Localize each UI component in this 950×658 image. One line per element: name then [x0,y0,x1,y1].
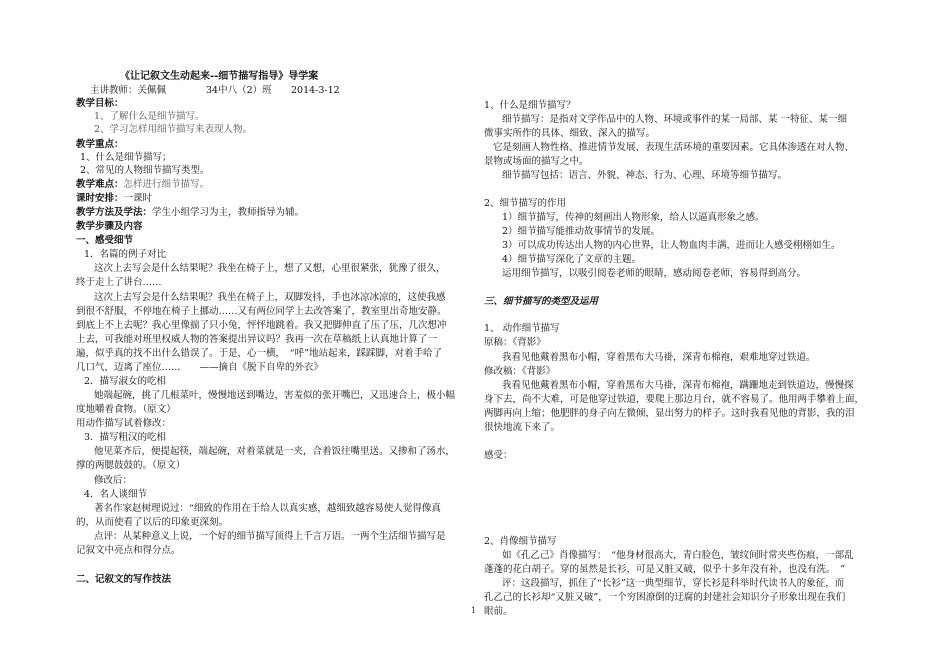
section-1-heading: 一、感受细节 [76,235,134,246]
use-1: 1）细节描写，传神的刻画出人物形象，给人以逼真形象之感。 [502,212,765,223]
t1-revised-label: 修改稿：《背影》 [484,366,556,377]
t2-line-e: 眼前。 [484,606,513,617]
p3-line-a: 她端起碗，挑了几根菜叶，慢慢地送到嘴边，害羞似的张开嘴巴，又迅速合上，极小幅 [94,390,456,401]
goal-1: 1、了解什么是细节描写。 [94,111,205,122]
p4-line-c: 修改后： [94,475,133,486]
page-number: 1 [471,606,477,615]
r1-line-a: 细节描写：是指对文学作品中的人物、环境或事件的某一局部、某 一特征、某一细 [502,114,848,125]
r1-line-d: 景物或场面的描写之中。 [484,156,589,167]
type-1: 1、 动作细节描写 [484,323,560,334]
question-1: 1、什么是细节描写？ [484,100,576,111]
p3-line-b: 度地嚼着食物。（原文） [76,404,176,415]
time-line [76,193,152,205]
t2-line-b: 蓬蓬的花白胡子。穿的虽然是长衫，可是又脏又破，似乎十多年没有补，也没有洗。 ” [484,564,846,575]
r1-line-c: 它是刻画人物性格、推进情节发展、表现生活环境的重要因素。它具体渗透在对人物、 [493,142,855,153]
time-value: 一课时 [123,193,153,204]
p2-line-c: 到底上不上去呢？我心里像揣了只小兔，怦怦地跳着。我又把脚伸直了压了压，几次想冲 [76,320,447,331]
t1-original-text: 我看见他戴着黑布小帽，穿着黑布大马褂，深青布棉袍，艰难地穿过铁道。 [502,352,816,363]
s1-item-3: 3．描写粗汉的吃相 [84,432,167,443]
key-heading: 教学重点： [76,139,124,150]
p5-line-d: 记叙文中亮点和得分点。 [76,545,181,556]
p5-line-b: 的，从而使看了以后的印象更深刻。 [76,517,229,528]
method-heading: 教学方法及学法： [76,207,153,218]
t1-feeling: 感受： [484,450,513,461]
p2-line-b: 到很不舒服，不停地在椅子上挪动……又有两位同学上去改答案了，教室里出奇地安静。 [76,306,447,317]
difficulty-heading: 教学难点： [76,179,124,190]
p2-line-f: 几口气，迈离了座位…… ——摘自《脱下自卑的外衣》 [76,362,324,373]
section-3-heading: 三、细节描写的类型及运用 [484,296,599,307]
date: 2014-3-12 [291,85,340,96]
t1-revised-c: 两脚再向上缩；他肥胖的身子向左微倾，显出努力的样子。这时我看见他的背影，我的泪 [484,408,855,419]
p3-line-c: 用动作描写试着修改： [76,418,172,429]
p5-line-c: 点评：从某种意义上说，一个好的细节描写顶得上千言万语。一两个生活细节描写是 [94,531,446,542]
section-2-heading: 二、记叙文的写作技法 [76,574,172,585]
use-2: 2）细节描写能推动故事情节的发展。 [502,226,661,237]
r1-line-b: 微事实所作的具体、细致、深入的描写。 [484,128,656,139]
p4-line-b: 撑的两腮鼓鼓的。（原文） [76,460,186,471]
t1-revised-a: 我看见他戴着黑布小帽，穿着黑布大马褂，深青布棉袍，蹒跚地走到铁道边，慢慢探 [502,380,854,391]
method-line [76,207,304,219]
p1-line-b: 终于走上了讲台…… [76,277,162,288]
t1-revised-d: 很快地流下来了。 [484,422,561,433]
t2-line-a: 如《孔乙己》肖像描写： “他身材很高大，青白脸色，皱纹间时常夹些伤痕，一部乱 [502,550,854,561]
t1-original-label: 原稿：《背影》 [484,337,546,348]
p5-line-a: 著名作家赵树理说过：“细致的作用在于给人以真实感，越细致越容易使人觉得像真 [94,503,441,514]
goals-heading: 教学目标： [76,98,124,109]
p2-line-a: 这次上去写会是什么结果呢？我坐在椅子上，双脚发抖，手也冰凉冰凉的，这使我感 [94,292,446,303]
use-4: 4）细节描写深化了文章的主题。 [502,254,642,265]
question-2: 2、细节描写的作用 [484,198,567,209]
difficulty-value: 怎样进行细节描写。 [123,179,210,190]
steps-heading: 教学步骤及内容 [76,221,143,232]
key-2: 2、常见的人物细节描写类型。 [80,165,210,176]
p1-line-a: 这次上去写会是什么结果呢？我坐在椅子上，想了又想，心里很紧张，犹豫了很久， [94,263,446,274]
use-5: 运用细节描写，以吸引阅卷老师的眼睛，感动阅卷老师，容易得到高分。 [502,268,807,279]
p2-line-d: 上去，可我能对班里权威人物的答案提出异议吗？我再一次在草稿纸上认真地计算了一 [76,334,438,345]
t2-line-d: 孔乙己的长衫却“又脏又破”，一个穷困潦倒的迂腐的封建社会知识分子形象出现在我们 [484,592,846,603]
class-name: 34中八（2）班 [206,85,272,96]
t2-line-c: 评：这段描写，抓住了“长衫”这一典型细节，穿长衫是科举时代读书人的象征，而 [502,578,845,589]
method-value: 学生小组学习为主，教师指导为辅。 [152,207,305,218]
key-1: 1、什么是细节描写； [80,152,172,163]
p2-line-e: 遍，似乎真的找不出什么错误了。于是，心一横， “呼”地站起来，踩踩脚，对着手哈了 [76,348,442,359]
p4-line-a: 他见菜齐后，便提起筷，端起碗，对着菜就是一夹，合着饭往嘴里送。又掺和了汤水， [94,446,456,457]
type-2: 2、肖像细节描写 [484,536,557,547]
doc-title: 《让记叙文生动起来--细节描写指导》导学案 [120,71,319,82]
r1-line-e: 细节描写包括：语言、外貌、神态、行为、心理、环境等细节描写。 [502,170,788,181]
difficulty-line [76,179,209,191]
time-heading: 课时安排： [76,193,124,204]
s1-item-4: 4．名人谈细节 [84,489,148,500]
use-3: 3）可以成功传达出人物的内心世界，让人物血肉丰满，进而让人感受栩栩如生。 [502,240,841,251]
t1-revised-b: 身下去，尚不大难，可是他穿过铁道，要爬上那边月台，就不容易了。他用两手攀着上面， [484,394,865,405]
s1-item-2: 2．描写淑女的吃相 [84,376,167,387]
teacher: 主讲教师：关佩佩 [90,85,167,96]
goal-2: 2、学习怎样用细节描写来表现人物。 [94,124,253,135]
s1-item-1: 1．名篇的例子对比 [84,249,167,260]
